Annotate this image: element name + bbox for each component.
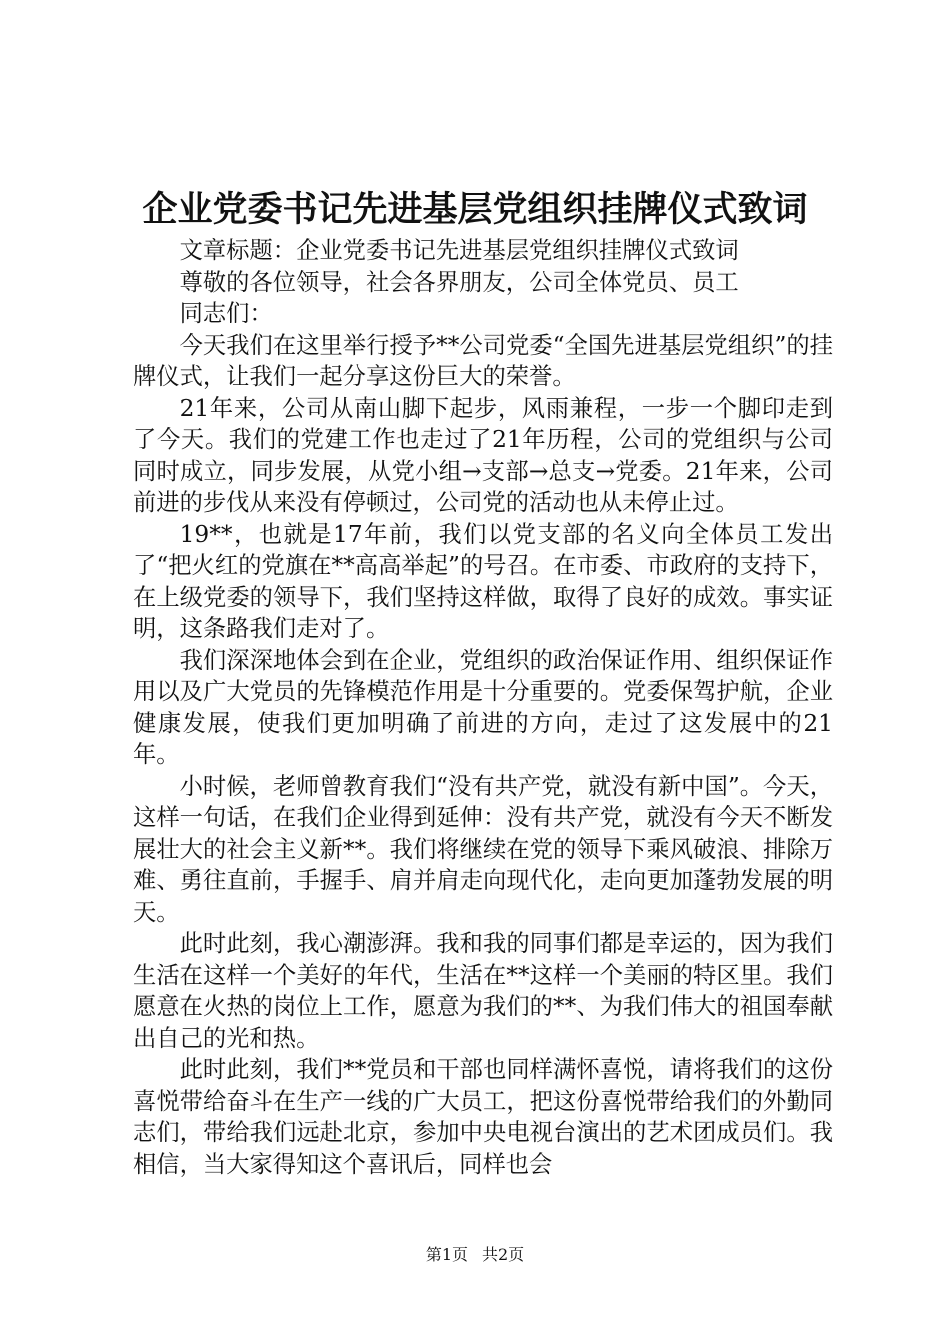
page-number: 第1页 (425, 1245, 468, 1264)
page-footer (0, 1244, 950, 1266)
body-paragraph: 此时此刻，我心潮澎湃。我和我的同事们都是幸运的，因为我们生活在这样一个美好的年代，生活在**这样一个美丽的特区里。我们愿意在火热的岗位上工作，愿意为我们的**、为我们伟大的祖国奉献出自己的光和热。 (133, 930, 833, 1052)
salutation-line-1: 尊敬的各位领导，社会各界朋友，公司全体党员、员工 (179, 268, 739, 296)
body-paragraph: 21年来，公司从南山脚下起步，风雨兼程，一步一个脚印走到了今天。我们的党建工作也走过了21年历程，公司的党组织与公司同时成立，同步发展，从党小组→支部→总支→党委。21年来，公司前进的步伐从来没有停顿过，公司党的活动也从未停止过。 (133, 394, 833, 516)
salutation-line-2: 同志们： (179, 300, 273, 327)
document-title: 企业党委书记先进基层党组织挂牌仪式致词 (142, 189, 808, 230)
body-paragraph: 19**，也就是17年前，我们以党支部的名义向全体员工发出了“把火红的党旗在**高高举起”的号召。在市委、市政府的支持下，在上级党委的领导下，我们坚持这样做，取得了良好的成效。事实证明，这条路我们走对了。 (133, 520, 833, 642)
article-title-line: 文章标题：企业党委书记先进基层党组织挂牌仪式致词 (179, 237, 739, 264)
body-paragraph: 今天我们在这里举行授予**公司党委“全国先进基层党组织”的挂牌仪式，让我们一起分享这份巨大的荣誉。 (133, 331, 833, 390)
page-total: 共2页 (482, 1245, 525, 1264)
body-paragraph: 此时此刻，我们**党员和干部也同样满怀喜悦，请将我们的这份喜悦带给奋斗在生产一线的广大员工，把这份喜悦带给我们的外勤同志们，带给我们远赴北京，参加中央电视台演出的艺术团成员们。我相信，当大家得知这个喜讯后，同样也会 (133, 1056, 833, 1178)
body-paragraph: 我们深深地体会到在企业，党组织的政治保证作用、组织保证作用以及广大党员的先锋模范作用是十分重要的。党委保驾护航，企业健康发展，使我们更加明确了前进的方向，走过了这发展中的21年。 (133, 646, 833, 768)
document-body (133, 235, 833, 1180)
body-paragraph: 小时候，老师曾教育我们“没有共产党，就没有新中国”。今天，这样一句话，在我们企业得到延伸：没有共产党，就没有今天不断发展壮大的社会主义新**。我们将继续在党的领导下乘风破浪、排除万难、勇往直前，手握手、肩并肩走向现代化，走向更加蓬勃发展的明天。 (133, 772, 833, 926)
